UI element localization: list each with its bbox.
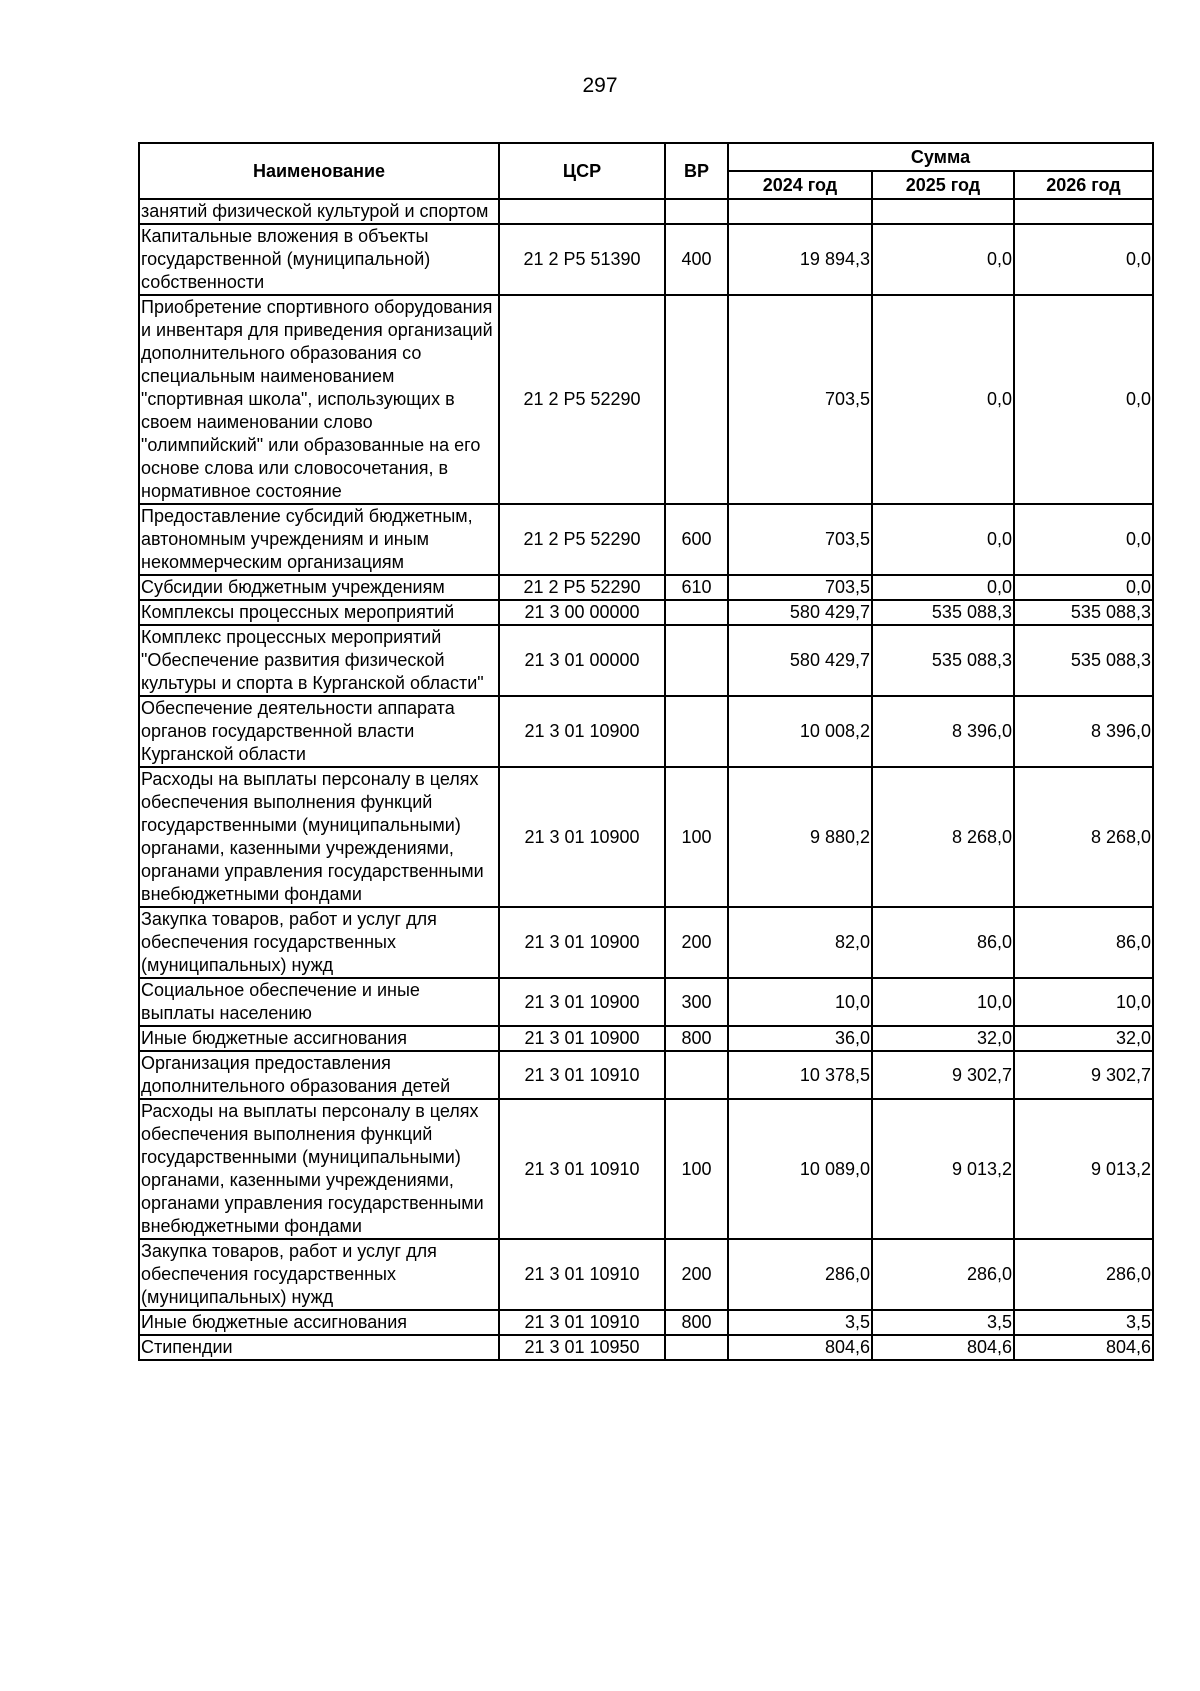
row-csr: 21 3 01 00000: [499, 625, 665, 696]
budget-table-body: [139, 199, 1153, 1360]
row-csr: 21 2 P5 52290: [499, 575, 665, 600]
row-sum-2024: [728, 199, 872, 224]
row-sum-2025: 0,0: [872, 224, 1014, 295]
header-2024: 2024 год: [728, 171, 872, 199]
row-csr: 21 3 01 10900: [499, 1026, 665, 1051]
row-csr: 21 2 P5 51390: [499, 224, 665, 295]
row-sum-2025: 0,0: [872, 575, 1014, 600]
row-sum-2025: 10,0: [872, 978, 1014, 1026]
row-sum-2026: 535 088,3: [1014, 625, 1153, 696]
header-sum: Сумма: [728, 143, 1153, 171]
row-csr: 21 3 01 10900: [499, 696, 665, 767]
row-sum-2026: 9 302,7: [1014, 1051, 1153, 1099]
row-sum-2025: 535 088,3: [872, 625, 1014, 696]
table-row: [139, 1239, 1153, 1310]
row-sum-2025: 286,0: [872, 1239, 1014, 1310]
row-name: Социальное обеспечение и иные выплаты населению: [139, 978, 499, 1026]
table-row: [139, 199, 1153, 224]
header-2025: 2025 год: [872, 171, 1014, 199]
row-sum-2026: 10,0: [1014, 978, 1153, 1026]
page-number: 297: [582, 74, 618, 97]
row-sum-2025: 8 268,0: [872, 767, 1014, 907]
row-sum-2026: 0,0: [1014, 295, 1153, 504]
row-csr: 21 3 00 00000: [499, 600, 665, 625]
table-row: [139, 295, 1153, 504]
row-sum-2025: 8 396,0: [872, 696, 1014, 767]
header-vr: ВР: [665, 143, 728, 199]
row-name: Закупка товаров, работ и услуг для обеспечения государственных (муниципальных) нужд: [139, 907, 499, 978]
row-name: Капитальные вложения в объекты государственной (муниципальной) собственности: [139, 224, 499, 295]
table-row: [139, 907, 1153, 978]
row-sum-2025: 32,0: [872, 1026, 1014, 1051]
row-sum-2026: 9 013,2: [1014, 1099, 1153, 1239]
row-vr: 300: [665, 978, 728, 1026]
row-sum-2024: 703,5: [728, 295, 872, 504]
row-csr: [499, 199, 665, 224]
row-vr: [665, 625, 728, 696]
header-name: Наименование: [139, 143, 499, 199]
row-csr: 21 3 01 10910: [499, 1239, 665, 1310]
row-sum-2026: 8 396,0: [1014, 696, 1153, 767]
row-name: Комплексы процессных мероприятий: [139, 600, 499, 625]
row-sum-2024: 703,5: [728, 575, 872, 600]
table-row: [139, 696, 1153, 767]
row-csr: 21 3 01 10910: [499, 1099, 665, 1239]
row-sum-2024: 10 378,5: [728, 1051, 872, 1099]
row-csr: 21 3 01 10950: [499, 1335, 665, 1360]
row-sum-2025: 0,0: [872, 504, 1014, 575]
table-row: [139, 1335, 1153, 1360]
row-sum-2025: 0,0: [872, 295, 1014, 504]
row-vr: [665, 295, 728, 504]
row-csr: 21 3 01 10900: [499, 767, 665, 907]
row-name: Приобретение спортивного оборудования и инвентаря для приведения организаций дополнительного образования со специальным наименованием "спортивная школа", использующих в своем наименовании слово "олимпийский" или образованные на его основе слова или словосочетания, в нормативное состояние: [139, 295, 499, 504]
row-sum-2025: 86,0: [872, 907, 1014, 978]
table-row: [139, 1099, 1153, 1239]
row-sum-2026: 286,0: [1014, 1239, 1153, 1310]
row-sum-2026: 86,0: [1014, 907, 1153, 978]
row-vr: [665, 696, 728, 767]
row-csr: 21 3 01 10900: [499, 978, 665, 1026]
row-vr: [665, 199, 728, 224]
budget-table: [138, 142, 1154, 1361]
table-row: [139, 978, 1153, 1026]
row-name: занятий физической культурой и спортом: [139, 199, 499, 224]
row-sum-2026: 0,0: [1014, 504, 1153, 575]
row-sum-2024: 580 429,7: [728, 600, 872, 625]
row-sum-2026: 535 088,3: [1014, 600, 1153, 625]
row-csr: 21 2 P5 52290: [499, 295, 665, 504]
row-sum-2025: 9 302,7: [872, 1051, 1014, 1099]
row-vr: 610: [665, 575, 728, 600]
row-sum-2024: 580 429,7: [728, 625, 872, 696]
row-name: Иные бюджетные ассигнования: [139, 1026, 499, 1051]
row-sum-2024: 19 894,3: [728, 224, 872, 295]
row-name: Субсидии бюджетным учреждениям: [139, 575, 499, 600]
row-sum-2026: [1014, 199, 1153, 224]
table-row: [139, 504, 1153, 575]
row-csr: 21 2 P5 52290: [499, 504, 665, 575]
row-vr: [665, 1335, 728, 1360]
row-name: Иные бюджетные ассигнования: [139, 1310, 499, 1335]
row-sum-2026: 0,0: [1014, 224, 1153, 295]
row-sum-2025: 535 088,3: [872, 600, 1014, 625]
row-csr: 21 3 01 10910: [499, 1051, 665, 1099]
row-name: Расходы на выплаты персоналу в целях обеспечения выполнения функций государственными (муниципальными) органами, казенными учреждениями, органами управления государственными внебюджетными фондами: [139, 1099, 499, 1239]
row-sum-2024: 804,6: [728, 1335, 872, 1360]
row-sum-2024: 10 089,0: [728, 1099, 872, 1239]
row-sum-2024: 3,5: [728, 1310, 872, 1335]
row-name: Стипендии: [139, 1335, 499, 1360]
row-name: Расходы на выплаты персоналу в целях обеспечения выполнения функций государственными (муниципальными) органами, казенными учреждениями, органами управления государственными внебюджетными фондами: [139, 767, 499, 907]
row-vr: 600: [665, 504, 728, 575]
row-sum-2026: 32,0: [1014, 1026, 1153, 1051]
table-row: [139, 1051, 1153, 1099]
row-sum-2026: 8 268,0: [1014, 767, 1153, 907]
row-name: Закупка товаров, работ и услуг для обеспечения государственных (муниципальных) нужд: [139, 1239, 499, 1310]
row-sum-2024: 9 880,2: [728, 767, 872, 907]
row-vr: [665, 600, 728, 625]
row-name: Обеспечение деятельности аппарата органов государственной власти Курганской области: [139, 696, 499, 767]
row-name: Комплекс процессных мероприятий "Обеспечение развития физической культуры и спорта в Курганской области": [139, 625, 499, 696]
row-sum-2025: 3,5: [872, 1310, 1014, 1335]
row-vr: 200: [665, 907, 728, 978]
row-sum-2026: 3,5: [1014, 1310, 1153, 1335]
row-vr: 800: [665, 1026, 728, 1051]
table-row: [139, 767, 1153, 907]
table-row: [139, 625, 1153, 696]
row-csr: 21 3 01 10910: [499, 1310, 665, 1335]
row-sum-2024: 82,0: [728, 907, 872, 978]
row-csr: 21 3 01 10900: [499, 907, 665, 978]
table-row: [139, 224, 1153, 295]
row-sum-2024: 10,0: [728, 978, 872, 1026]
header-2026: 2026 год: [1014, 171, 1153, 199]
row-sum-2024: 36,0: [728, 1026, 872, 1051]
row-vr: 800: [665, 1310, 728, 1335]
header-csr: ЦСР: [499, 143, 665, 199]
row-sum-2026: 0,0: [1014, 575, 1153, 600]
row-sum-2025: [872, 199, 1014, 224]
table-row: [139, 1310, 1153, 1335]
row-sum-2026: 804,6: [1014, 1335, 1153, 1360]
row-vr: [665, 1051, 728, 1099]
row-name: Предоставление субсидий бюджетным, автономным учреждениям и иным некоммерческим организациям: [139, 504, 499, 575]
row-sum-2024: 703,5: [728, 504, 872, 575]
row-vr: 100: [665, 1099, 728, 1239]
row-name: Организация предоставления дополнительного образования детей: [139, 1051, 499, 1099]
table-row: [139, 575, 1153, 600]
row-vr: 100: [665, 767, 728, 907]
row-sum-2024: 10 008,2: [728, 696, 872, 767]
row-vr: 400: [665, 224, 728, 295]
row-vr: 200: [665, 1239, 728, 1310]
row-sum-2025: 804,6: [872, 1335, 1014, 1360]
table-row: [139, 1026, 1153, 1051]
row-sum-2025: 9 013,2: [872, 1099, 1014, 1239]
table-row: [139, 600, 1153, 625]
row-sum-2024: 286,0: [728, 1239, 872, 1310]
